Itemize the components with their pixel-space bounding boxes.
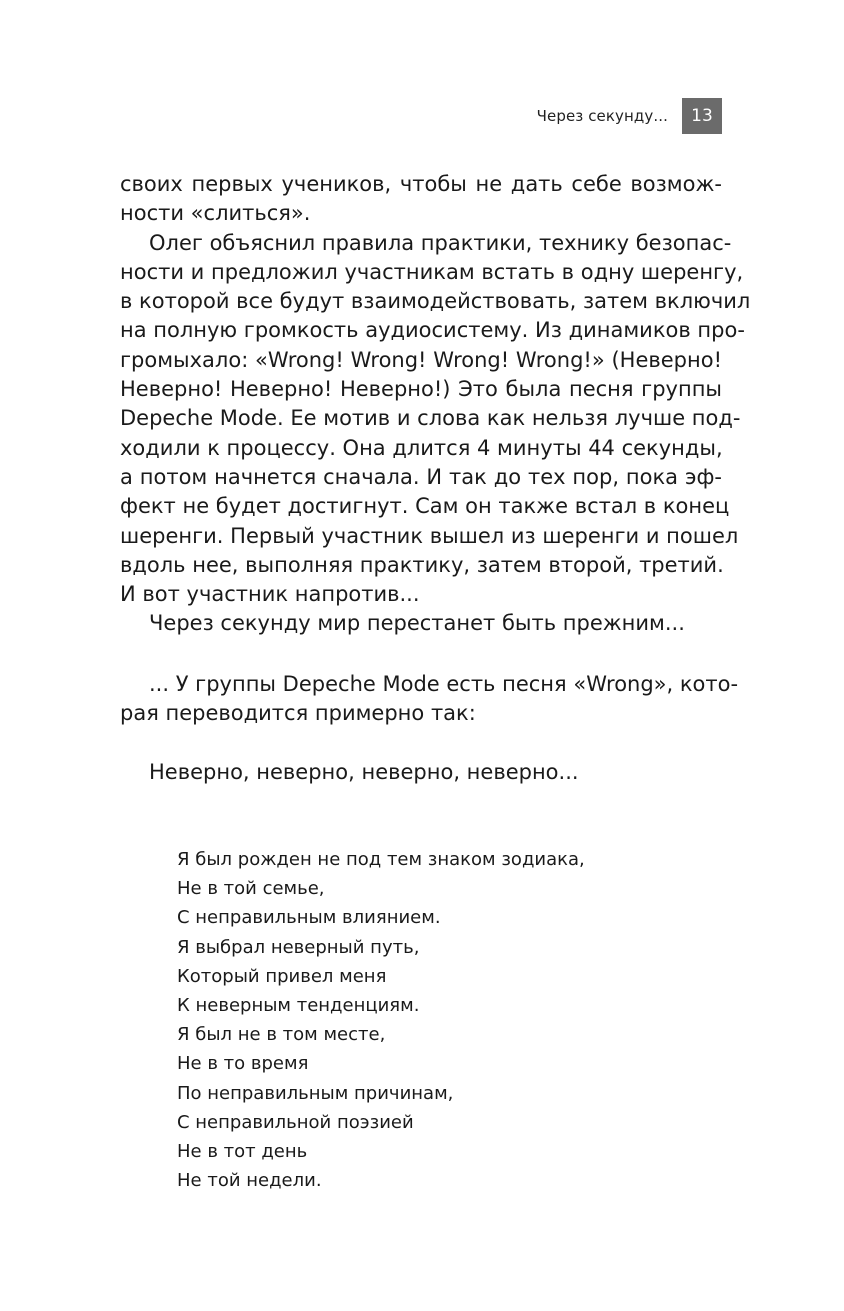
page-number: 13	[682, 98, 722, 134]
lyric-line: Не в то время	[177, 1053, 309, 1075]
paragraph-3	[120, 609, 722, 638]
text-line: в которой все будут взаимодействовать, затем включил	[120, 289, 751, 314]
lyric-line: Не в той семье,	[177, 878, 325, 900]
lyric-line: Я был не в том месте,	[177, 1024, 386, 1046]
paragraph-5	[149, 758, 722, 787]
main-text	[120, 170, 751, 639]
lyric-line: Я был рожден не под тем знаком зодиака,	[177, 849, 585, 870]
text-line: ходили к процессу. Она длится 4 минуты 44 секунды,	[120, 435, 723, 460]
text-line: вдоль нее, выполняя практику, затем второй, третий.	[120, 552, 724, 577]
lyric-line: Я выбрал неверный путь,	[177, 936, 420, 958]
paragraph-2	[120, 229, 751, 610]
text-line: ности и предложил участникам встать в одну шеренгу,	[120, 259, 744, 284]
song-lyrics	[177, 845, 585, 1195]
text-line: громыхало: «Wrong! Wrong! Wrong! Wrong!» (Неверно!	[120, 347, 722, 372]
lyric-line: Который привел меня	[177, 965, 387, 987]
text-line: ности «слиться».	[120, 201, 311, 226]
lyric-line: К неверным тенденциям.	[177, 995, 420, 1017]
text-line: Неверно, неверно, неверно, неверно...	[149, 760, 579, 784]
page-header	[0, 98, 844, 134]
text-line: своих первых учеников, чтобы не дать себе возмож-	[120, 172, 722, 196]
paragraph-4	[120, 670, 739, 729]
lyric-line: С неправильной поэзией	[177, 1111, 414, 1133]
lyric-line: Не той недели.	[177, 1170, 322, 1192]
text-line: фект не будет достигнут. Сам он также встал в конец	[120, 494, 730, 519]
text-line: ... У группы Depeche Mode есть песня «Wrong», кото-	[149, 672, 739, 696]
text-line: на полную громкость аудиосистему. Из динамиков про-	[120, 318, 745, 343]
text-line: Depeche Mode. Ее мотив и слова как нельзя лучше под-	[120, 406, 741, 431]
text-line: Неверно! Неверно! Неверно!) Это была песня группы	[120, 377, 722, 402]
lyric-line: По неправильным причинам,	[177, 1082, 454, 1104]
paragraph-1	[120, 170, 722, 229]
running-title: Через секунду...	[536, 107, 668, 125]
lyric-line: Не в тот день	[177, 1141, 308, 1163]
text-line: И вот участник напротив...	[120, 582, 420, 607]
lyric-line: С неправильным влиянием.	[177, 907, 441, 929]
text-line: рая переводится примерно так:	[120, 701, 476, 726]
text-line: Олег объяснил правила практики, технику безопас-	[149, 230, 732, 255]
text-line: Через секунду мир перестанет быть прежним...	[149, 611, 685, 636]
text-line: а потом начнется сначала. И так до тех пор, пока эф-	[120, 464, 722, 489]
text-line: шеренги. Первый участник вышел из шеренги и пошел	[120, 523, 739, 548]
